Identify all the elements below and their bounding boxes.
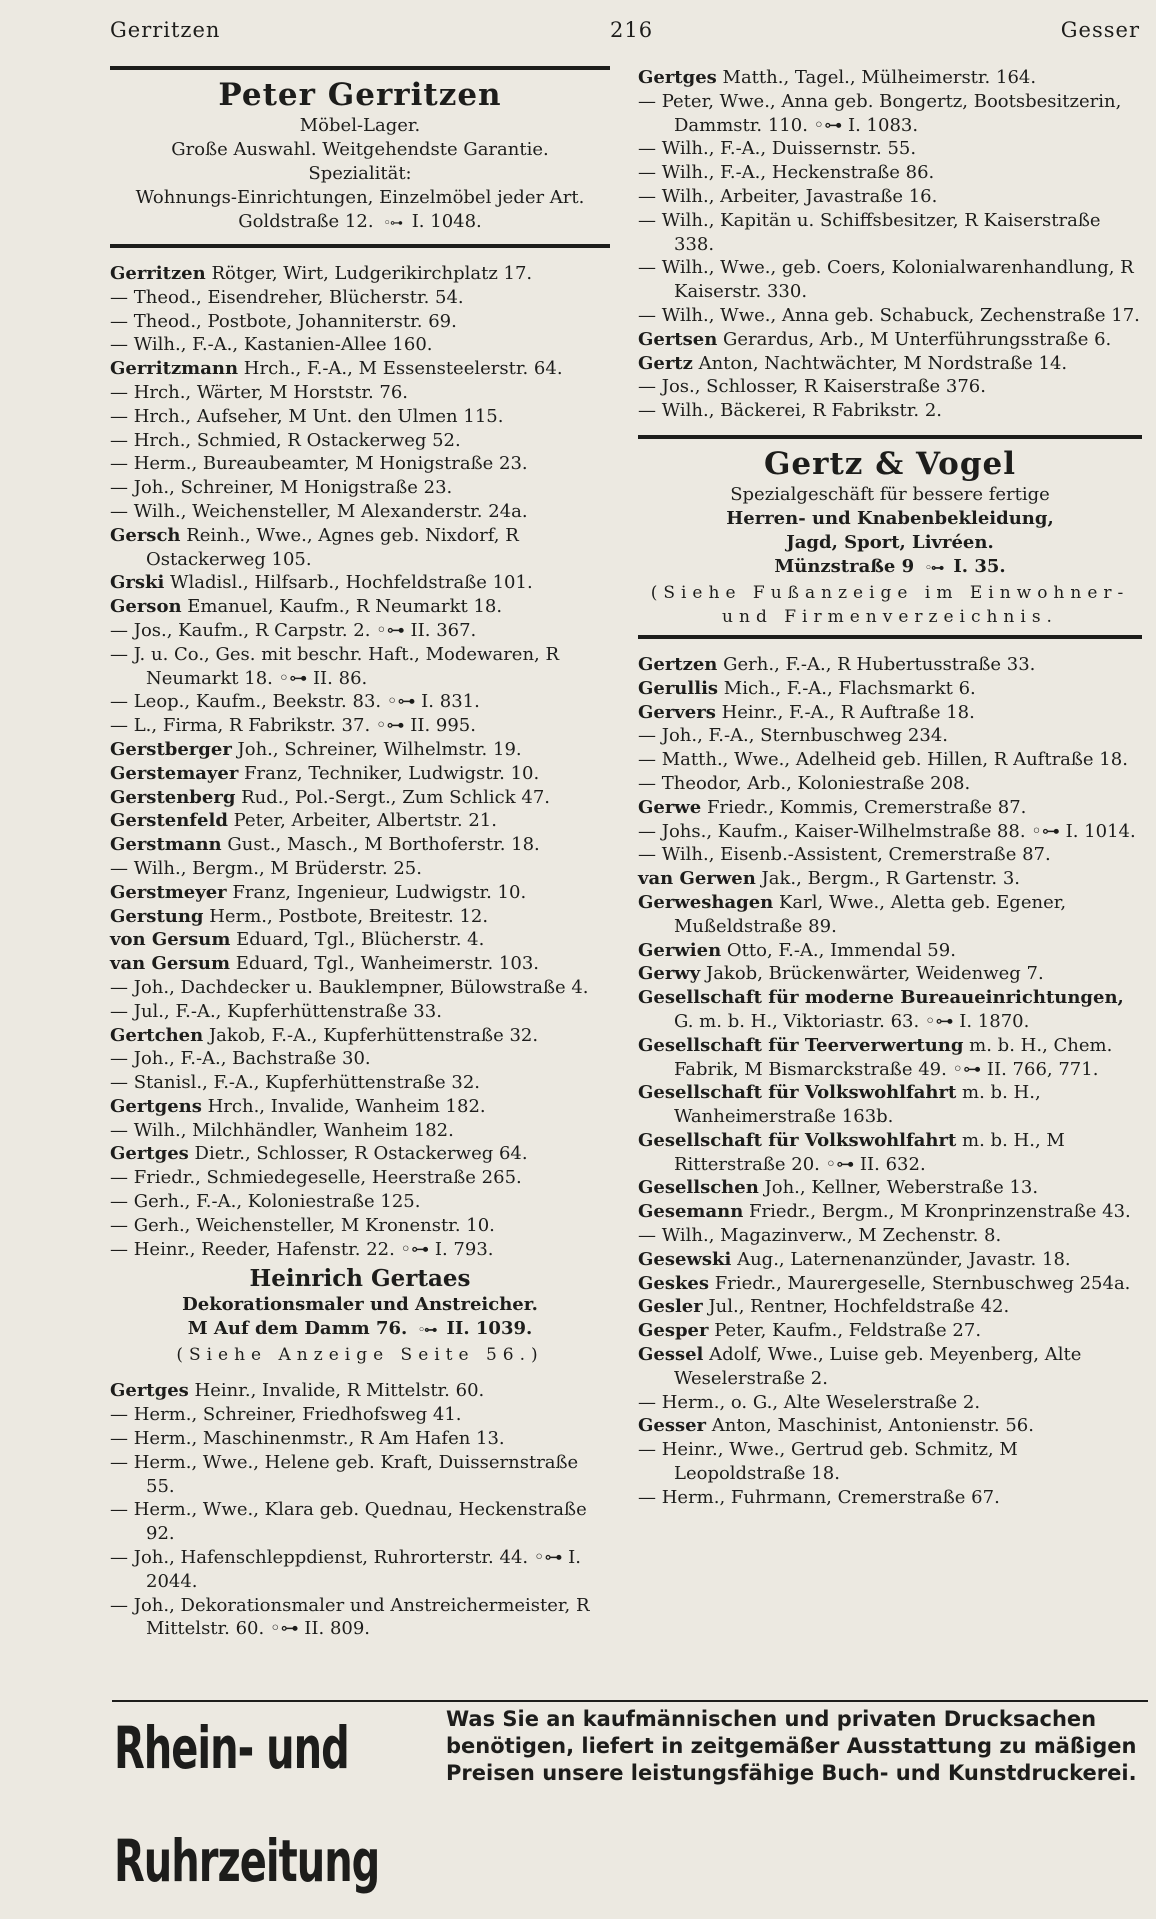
directory-entry [638,1319,1142,1343]
entry-details: Friedr., Bergm., M Kronprinzenstraße 43. [743,1201,1131,1223]
entry-surname: Gertchen [110,1024,204,1046]
entry-details: Aug., Laternenanzünder, Javastr. 18. [731,1248,1071,1270]
entry-details: Anton, Maschinist, Antonienstr. 56. [706,1415,1034,1437]
entry-surname: von Gersum [110,929,231,951]
directory-entry [638,375,1142,399]
entry-details: — Joh., Hafenschleppdienst, Ruhrorterstr. 44. ◦⊶ I. 2044. [110,1547,582,1592]
entry-details: Hrch., Invalide, Wanheim 182. [201,1095,486,1117]
directory-entry [110,786,610,810]
directory-entry [110,1214,610,1238]
entry-surname: Grski [110,572,165,594]
directory-entry [110,286,610,310]
ad-line: Herren- und Knabenbekleidung, [726,507,1054,529]
entry-details: Gust., Masch., M Borthoferstr. 18. [221,834,540,856]
directory-entry [638,1272,1142,1296]
entry-details: — Joh., Schreiner, M Honigstraße 23. [110,477,453,499]
entry-details: Matth., Tagel., Mülheimerstr. 164. [716,67,1037,88]
entry-details: Jakob, F.-A., Kupferhüttenstraße 32. [203,1024,539,1046]
directory-entry [110,1427,610,1451]
entry-surname: Gerullis [638,677,719,699]
entry-surname: Gerstenfeld [110,810,228,832]
entry-details: — Herm., Schreiner, Friedhofsweg 41. [110,1404,462,1426]
entry-surname: Gerwien [638,939,722,961]
directory-entry [638,653,1142,677]
entry-details: — Wilh., Milchhändler, Wanheim 182. [110,1119,454,1141]
ad-title: Heinrich Gertaes [249,1265,471,1293]
entry-details: — Herm., Fuhrmann, Cremerstraße 67. [638,1486,1000,1508]
directory-entry [110,1498,610,1546]
directory-entry [110,1119,610,1143]
directory-entry [110,714,610,738]
directory-entry [638,1438,1142,1486]
directory-entry [110,500,610,524]
entry-details: Peter, Kaufm., Feldstraße 27. [708,1320,982,1342]
ad-reference: (Siehe Fußanzeige im Einwohner- [650,582,1130,603]
entry-details: — J. u. Co., Ges. mit beschr. Haft., Modewaren, R Neumarkt 18. ◦⊶ II. 86. [110,643,560,689]
entry-details: Jakob, Brückenwärter, Weidenweg 7. [700,963,1044,985]
directory-entry [110,1190,610,1214]
directory-entry [638,1295,1142,1319]
entry-surname: Geskes [638,1272,710,1294]
newspaper-logo: Rhein- und Ruhrzeitung [114,1715,380,1896]
directory-entry [638,1129,1142,1177]
directory-entry [638,867,1142,891]
entry-details: Peter, Arbeiter, Albertstr. 21. [227,810,497,832]
entry-details: — Joh., Dekorationsmaler und Anstreichermeister, R Mittelstr. 60. ◦⊶ II. 809. [110,1594,590,1640]
directory-entry [110,1403,610,1427]
directory-entry [110,571,610,595]
entry-surname: Gervers [638,701,716,723]
entry-details: — Heinr., Wwe., Gertrud geb. Schmitz, M Leopoldstraße 18. [638,1439,1018,1485]
telephone-icon: ◦⊶ [924,560,944,576]
entry-details: Friedr., Maurergeselle, Sternbuschweg 254a. [709,1272,1131,1294]
entry-details: Heinr., Invalide, R Mittelstr. 60. [188,1380,485,1402]
directory-entry [638,90,1142,138]
ad-gerritzen [110,66,610,248]
entry-details: Rötger, Wirt, Ludgerikirchplatz 17. [205,263,533,284]
entry-details: — Herm., o. G., Alte Weselerstraße 2. [638,1391,981,1413]
entry-details: Otto, F.-A., Immendal 59. [721,939,956,961]
directory-entry [638,724,1142,748]
footer-advert [112,1700,1148,1896]
entry-surname: Gerwy [638,963,701,985]
directory-entry [110,524,610,572]
directory-entry [110,1024,610,1048]
ad-line: Wohnungs-Einrichtungen, Einzelmöbel jeder Art. [135,187,585,208]
entry-surname: Gesper [638,1320,709,1342]
directory-entry [110,405,610,429]
directory-entry [638,66,1142,90]
ad-address: Münzstraße 9 ◦⊶ I. 35. [638,555,1142,581]
directory-entry [638,843,1142,867]
entry-details: Joh., Kellner, Weberstraße 13. [758,1177,1039,1199]
ad-gertz-vogel [638,435,1142,639]
directory-entry [638,185,1142,209]
ad-title: Peter Gerritzen [218,77,502,113]
directory-entry [638,701,1142,725]
entry-details: — Wilh., F.-A., Duissernstr. 55. [638,138,917,160]
entry-details: — Wilh., Bäckerei, R Fabrikstr. 2. [638,400,943,422]
telephone-icon: ◦⊶ [417,1323,437,1339]
entry-details: Wladisl., Hilfsarb., Hochfeldstraße 101. [164,572,533,594]
entry-details: — Herm., Wwe., Helene geb. Kraft, Duissernstraße 55. [110,1451,579,1497]
header-left: Gerritzen [110,18,221,42]
running-head [110,18,1140,52]
entry-details: Franz, Techniker, Ludwigstr. 10. [238,762,540,784]
entry-details: m. b. H., Chem. Fabrik, M Bismarckstraße 49. ◦⊶ II. 766, 771. [674,1034,1113,1080]
entry-details: — L., Firma, R Fabrikstr. 37. ◦⊶ II. 995. [110,715,476,737]
entry-details: — Wilh., Wwe., Anna geb. Schabuck, Zechenstraße 17. [638,304,1140,326]
entry-details: Joh., Schreiner, Wilhelmstr. 19. [231,738,522,760]
entry-details: Gerh., F.-A., R Hubertusstraße 33. [717,653,1036,675]
entry-surname: Gerritzmann [110,358,239,380]
directory-entry [110,857,610,881]
entry-details: — Wilh., F.-A., Heckenstraße 86. [638,162,935,184]
directory-entry [110,928,610,952]
entry-surname: Gertsen [638,328,718,350]
entry-details: Anton, Nachtwächter, M Nordstraße 14. [692,352,1068,374]
directory-entry [638,256,1142,304]
directory-entry [110,1095,610,1119]
entry-details: G. m. b. H., Viktoriastr. 63. ◦⊶ I. 1870. [674,1010,1030,1032]
directory-entry [110,333,610,357]
entry-list [638,653,1142,1510]
entry-details: m. b. H., M Ritterstraße 20. ◦⊶ II. 632. [674,1129,1065,1175]
entry-surname: Gesemann [638,1201,744,1223]
directory-entry [110,595,610,619]
entry-surname: Gertz [638,352,693,374]
right-column [638,66,1142,1510]
directory-entry [638,161,1142,185]
entry-details: Franz, Ingenieur, Ludwigstr. 10. [226,881,527,903]
directory-entry [638,939,1142,963]
directory-entry [110,643,610,691]
entry-details: — Wilh., Magazinverw., M Zechenstr. 8. [638,1225,1002,1247]
directory-entry [110,476,610,500]
ad-line: Dekorationsmaler und Anstreicher. [182,1294,538,1316]
ad-line: Möbel-Lager. [299,115,421,136]
entry-surname: Gerweshagen [638,891,774,913]
directory-entry [638,1343,1142,1391]
entry-details: — Jul., F.-A., Kupferhüttenstraße 33. [110,1000,442,1022]
entry-surname: Gertges [638,67,717,88]
entry-details: — Peter, Wwe., Anna geb. Bongertz, Bootsbesitzerin, Dammstr. 110. ◦⊶ I. 1083. [638,90,1122,136]
entry-surname: Gerstmann [110,834,222,856]
directory-entry [638,820,1142,844]
left-column [110,66,610,1641]
directory-entry [110,1594,610,1642]
entry-details: — Wilh., Eisenb.-Assistent, Cremerstraße 87. [638,844,1051,866]
entry-details: — Joh., F.-A., Bachstraße 30. [110,1048,371,1070]
entry-details: Rud., Pol.-Sergt., Zum Schlick 47. [235,786,550,808]
directory-entry [110,952,610,976]
ad-reference: und Firmenverzeichnis. [722,606,1058,627]
directory-entry [110,738,610,762]
entry-details: — Johs., Kaufm., Kaiser-Wilhelmstraße 88. ◦⊶ I. 1014. [638,820,1136,842]
entry-surname: Gersch [110,524,181,546]
directory-entry [110,1238,610,1262]
directory-entry [110,619,610,643]
ad-line: Spezialgeschäft für bessere fertige [730,483,1050,505]
directory-entry [638,1200,1142,1224]
directory-entry [110,881,610,905]
directory-entry [110,1166,610,1190]
ad-line: Große Auswahl. Weitgehendste Garantie. [171,139,549,160]
directory-entry [638,891,1142,939]
directory-entry [110,262,610,286]
entry-details: Jak., Bergm., R Gartenstr. 3. [755,868,1020,890]
entry-details: — Hrch., Aufseher, M Unt. den Ulmen 115. [110,405,504,427]
entry-surname: Gesewski [638,1248,732,1270]
entry-surname: Gerstemayer [110,762,239,784]
directory-entry [110,1546,610,1594]
directory-entry [638,1486,1142,1510]
directory-entry [110,1142,610,1166]
ad-line: Spezialität: [308,163,412,184]
directory-entry [110,1071,610,1095]
directory-entry [638,1034,1142,1082]
directory-entry [638,399,1142,423]
entry-details: — Gerh., Weichensteller, M Kronenstr. 10. [110,1214,495,1236]
entry-details: — Joh., F.-A., Sternbuschweg 234. [638,725,949,747]
entry-surname: Gesser [638,1415,707,1437]
footer-text: Was Sie an kaufmännischen und privaten Drucksachen benötigen, liefert in zeitgemäßer Ausstattung zu mäßigen Preisen unsere leistungsfähige Buch- und Kunstdruckerei. [446,1707,1137,1785]
entry-details: Friedr., Kommis, Cremerstraße 87. [701,796,1027,818]
entry-details: — Jos., Kaufm., R Carpstr. 2. ◦⊶ II. 367. [110,619,477,641]
entry-details: m. b. H., Wanheimerstraße 163b. [674,1082,1041,1128]
entry-surname: Gerwe [638,796,702,818]
directory-entry [110,381,610,405]
entry-details: Herm., Postbote, Breitestr. 12. [203,905,489,927]
telephone-icon: ◦⊶ [383,216,402,231]
entry-details: — Herm., Bureaubeamter, M Honigstraße 23. [110,453,528,475]
ad-title: Gertz & Vogel [763,445,1017,482]
directory-entry [110,429,610,453]
entry-details: — Herm., Wwe., Klara geb. Quednau, Heckenstraße 92. [110,1499,587,1545]
entry-surname: Gertges [110,1143,189,1165]
entry-list [110,262,610,1261]
ad-reference: (Siehe Anzeige Seite 56.) [176,1345,544,1366]
ad-line: Jagd, Sport, Livréen. [786,531,994,553]
directory-entry [638,1224,1142,1248]
entry-details: — Theod., Postbote, Johanniterstr. 69. [110,310,457,332]
directory-entry [638,328,1142,352]
directory-entry [110,310,610,334]
directory-entry [638,772,1142,796]
directory-entry [638,1081,1142,1129]
ad-address: M Auf dem Damm 76. ◦⊶ II. 1039. [110,1317,610,1343]
entry-details: — Wilh., Bergm., M Brüderstr. 25. [110,857,422,879]
entry-details: — Theod., Eisendreher, Blücherstr. 54. [110,286,464,308]
directory-entry [638,352,1142,376]
entry-surname: Gerson [110,596,182,618]
entry-surname: Gertges [110,1380,189,1402]
entry-details: — Leop., Kaufm., Beekstr. 83. ◦⊶ I. 831. [110,691,480,713]
directory-entry [638,1176,1142,1200]
directory-entry [110,1000,610,1024]
entry-details: Mich., F.-A., Flachsmarkt 6. [718,677,976,699]
entry-surname: van Gersum [110,953,231,975]
directory-entry [110,452,610,476]
entry-details: — Wilh., Weichensteller, M Alexanderstr. 24a. [110,500,528,522]
entry-surname: Gertzen [638,653,718,675]
entry-surname: Gesellschaft für Volkswohlfahrt [638,1082,957,1104]
entry-list [110,1379,610,1641]
directory-entry [638,748,1142,772]
entry-details: Eduard, Tgl., Wanheimerstr. 103. [230,953,539,975]
entry-details: Adolf, Wwe., Luise geb. Meyenberg, Alte Weselerstraße 2. [674,1344,1082,1389]
directory-entry [638,137,1142,161]
entry-details: — Herm., Maschinenmstr., R Am Hafen 13. [110,1428,505,1450]
directory-entry [638,1414,1142,1438]
entry-details: — Wilh., Wwe., geb. Coers, Kolonialwarenhandlung, R Kaiserstr. 330. [638,257,1134,303]
entry-surname: Gerstberger [110,738,232,760]
directory-entry [110,1451,610,1499]
directory-entry [110,1047,610,1071]
entry-details: — Hrch., Schmied, R Ostackerweg 52. [110,429,461,451]
entry-details: — Joh., Dachdecker u. Bauklempner, Bülowstraße 4. [110,976,589,998]
entry-details: Jul., Rentner, Hochfeldstraße 42. [702,1296,1010,1318]
entry-details: Heinr., F.-A., R Auftraße 18. [715,701,975,723]
directory-entry [638,1391,1142,1415]
entry-surname: Gerstung [110,905,204,927]
entry-details: Emanuel, Kaufm., R Neumarkt 18. [181,596,503,618]
entry-list [638,66,1142,423]
entry-surname: Gesler [638,1296,703,1318]
entry-details: Dietr., Schlosser, R Ostackerweg 64. [188,1143,528,1165]
directory-entry [638,986,1142,1034]
entry-details: — Heinr., Reeder, Hafenstr. 22. ◦⊶ I. 793. [110,1238,494,1260]
entry-details: Eduard, Tgl., Blücherstr. 4. [230,929,485,951]
directory-entry [110,1379,610,1403]
entry-surname: Gerritzen [110,263,206,284]
page-number: 216 [610,18,654,42]
directory-entry [110,809,610,833]
entry-details: Hrch., F.-A., M Essensteelerstr. 64. [238,358,563,380]
directory-entry [110,357,610,381]
directory-entry [110,762,610,786]
directory-entry [638,209,1142,257]
entry-details: Karl, Wwe., Aletta geb. Egener, Mußeldstraße 89. [674,891,1067,937]
entry-details: — Wilh., F.-A., Kastanien-Allee 160. [110,334,433,356]
directory-entry [110,905,610,929]
entry-surname: Gesellschen [638,1177,759,1199]
directory-entry [638,962,1142,986]
directory-entry [110,833,610,857]
entry-surname: van Gerwen [638,868,756,890]
directory-entry [638,1248,1142,1272]
entry-details: — Jos., Schlosser, R Kaiserstraße 376. [638,376,986,398]
entry-details: — Hrch., Wärter, M Horststr. 76. [110,381,409,403]
entry-details: — Gerh., F.-A., Koloniestraße 125. [110,1191,421,1213]
directory-entry [638,304,1142,328]
entry-details: — Matth., Wwe., Adelheid geb. Hillen, R Auftraße 18. [638,749,1128,771]
directory-entry [110,976,610,1000]
ad-gertaes [110,1265,610,1367]
entry-details: — Friedr., Schmiedegeselle, Heerstraße 265. [110,1167,522,1189]
directory-entry [638,677,1142,701]
entry-details: — Theodor, Arb., Koloniestraße 208. [638,772,971,794]
entry-details: — Wilh., Kapitän u. Schiffsbesitzer, R Kaiserstraße 338. [638,209,1101,255]
entry-surname: Gesellschaft für Teerverwertung [638,1034,964,1056]
entry-surname: Gerstmeyer [110,881,227,903]
entry-details: — Wilh., Arbeiter, Javastraße 16. [638,185,938,207]
entry-surname: Gertgens [110,1095,202,1117]
entry-details: Gerardus, Arb., M Unterführungsstraße 6. [717,328,1112,350]
entry-surname: Gerstenberg [110,786,236,808]
ad-address: Goldstraße 12. ◦⊶ I. 1048. [110,210,610,236]
entry-surname: Gessel [638,1344,704,1366]
entry-surname: Gesellschaft für moderne Bureaueinrichtungen, [638,987,1124,1009]
entry-details: — Stanisl., F.-A., Kupferhüttenstraße 32. [110,1072,480,1094]
header-right: Gesser [1060,18,1140,42]
entry-details: Reinh., Wwe., Agnes geb. Nixdorf, R Ostackerweg 105. [146,524,519,570]
entry-surname: Gesellschaft für Volkswohlfahrt [638,1129,957,1151]
directory-entry [638,796,1142,820]
directory-entry [110,690,610,714]
